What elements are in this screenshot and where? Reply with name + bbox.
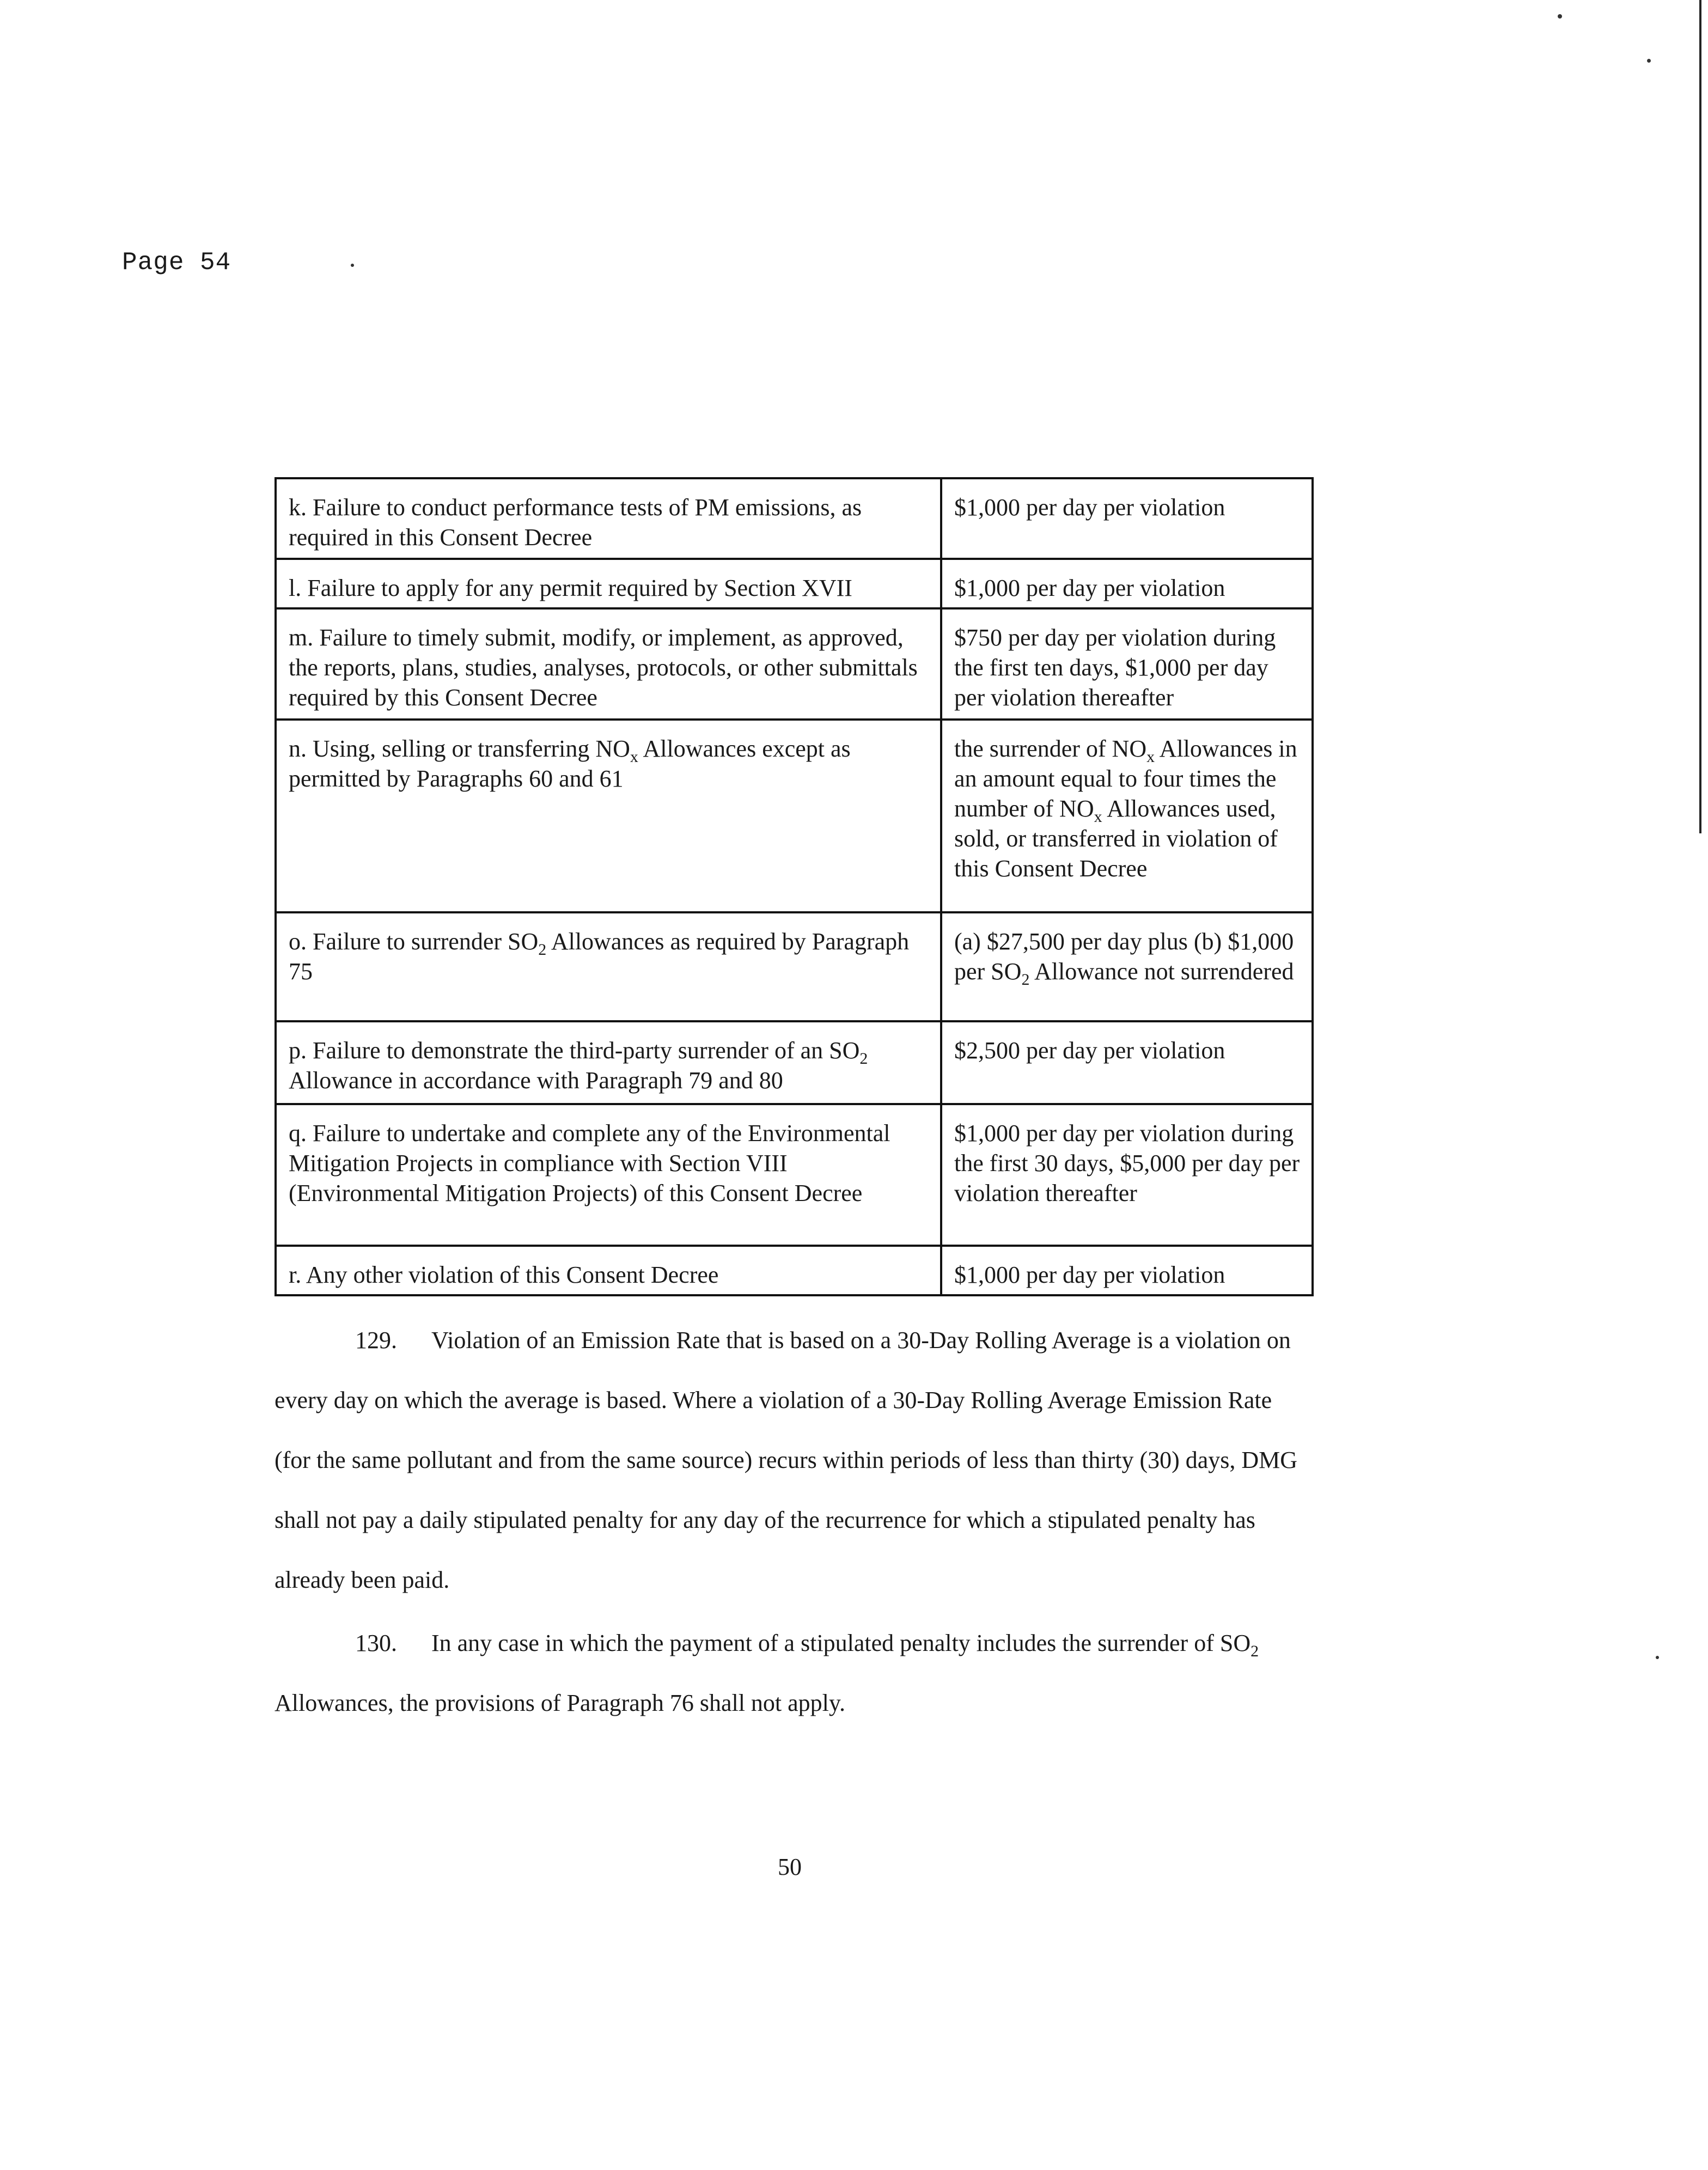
violation-cell: p. Failure to demonstrate the third-party surrender of an $SO_2$ Allowance in accordance with Paragraph 79 and 80: [276, 1021, 941, 1104]
violation-cell: l. Failure to apply for any permit required by Section XVII: [276, 559, 941, 608]
violation-cell: r. Any other violation of this Consent Decree: [276, 1246, 941, 1295]
paragraph-text: In any case in which the payment of a stipulated penalty includes the surrender of $SO_2$ Allowances, the provisions of Paragraph 76 shall not apply.: [274, 1630, 1259, 1716]
penalty-cell: (a) $27,500 per day plus (b) $1,000 per $SO_2$ Allowance not surrendered: [941, 912, 1313, 1021]
table-row: [276, 1021, 1313, 1104]
penalty-cell: $1,000 per day per violation: [941, 478, 1313, 559]
paragraph-130: [274, 1613, 1311, 1733]
penalty-cell: $750 per day per violation during the first ten days, $1,000 per day per violation thereafter: [941, 608, 1313, 720]
violation-cell: o. Failure to surrender $SO_2$ Allowances as required by Paragraph 75: [276, 912, 941, 1021]
page-number: 50: [778, 1854, 802, 1880]
paragraph-129: [274, 1310, 1311, 1610]
penalty-cell: $1,000 per day per violation: [941, 559, 1313, 608]
page-label: Page 54: [122, 248, 231, 277]
table-row: [276, 478, 1313, 559]
penalty-cell: $2,500 per day per violation: [941, 1021, 1313, 1104]
penalty-cell: $1,000 per day per violation: [941, 1246, 1313, 1295]
paragraph-number: 129.: [355, 1327, 397, 1354]
table-row: [276, 608, 1313, 720]
paragraph-number: 130.: [355, 1630, 397, 1656]
paragraph-text: Violation of an Emission Rate that is based on a 30-Day Rolling Average is a violation on every day on which the average is based. Where a violation of a 30-Day Rolling Average Emission Rate (for the same pollutant and from the same source) recurs within periods of less than thirty (30) days, DMG shall not pay a daily stipulated penalty for any day of the recurrence for which a stipulated penalty has already been paid.: [274, 1327, 1298, 1593]
table-row: [276, 559, 1313, 608]
violation-cell: q. Failure to undertake and complete any of the Environmental Mitigation Projects in compliance with Section VIII (Environmental Mitigation Projects) of this Consent Decree: [276, 1104, 941, 1246]
table-row: [276, 912, 1313, 1021]
scan-edge-line: [1699, 0, 1701, 833]
scan-speck: [1558, 14, 1562, 19]
violation-cell: m. Failure to timely submit, modify, or implement, as approved, the reports, plans, studies, analyses, protocols, or other submittals required by this Consent Decree: [276, 608, 941, 720]
violation-cell: n. Using, selling or transferring $NO_x$ Allowances except as permitted by Paragraphs 60 and 61: [276, 720, 941, 912]
table-row: [276, 1246, 1313, 1295]
violation-cell: k. Failure to conduct performance tests of PM emissions, as required in this Consent Decree: [276, 478, 941, 559]
stipulated-penalties-table: [274, 477, 1314, 1296]
penalty-cell: the surrender of $NO_x$ Allowances in an amount equal to four times the number of $NO_x$ Allowances used, sold, or transferred in violation of this Consent Decree: [941, 720, 1313, 912]
penalty-cell: $1,000 per day per violation during the first 30 days, $5,000 per day per violation thereafter: [941, 1104, 1313, 1246]
table-row: [276, 720, 1313, 912]
scan-speck: [351, 264, 354, 267]
scan-speck: [1656, 1656, 1659, 1659]
table-row: [276, 1104, 1313, 1246]
scan-speck: [1647, 59, 1651, 63]
